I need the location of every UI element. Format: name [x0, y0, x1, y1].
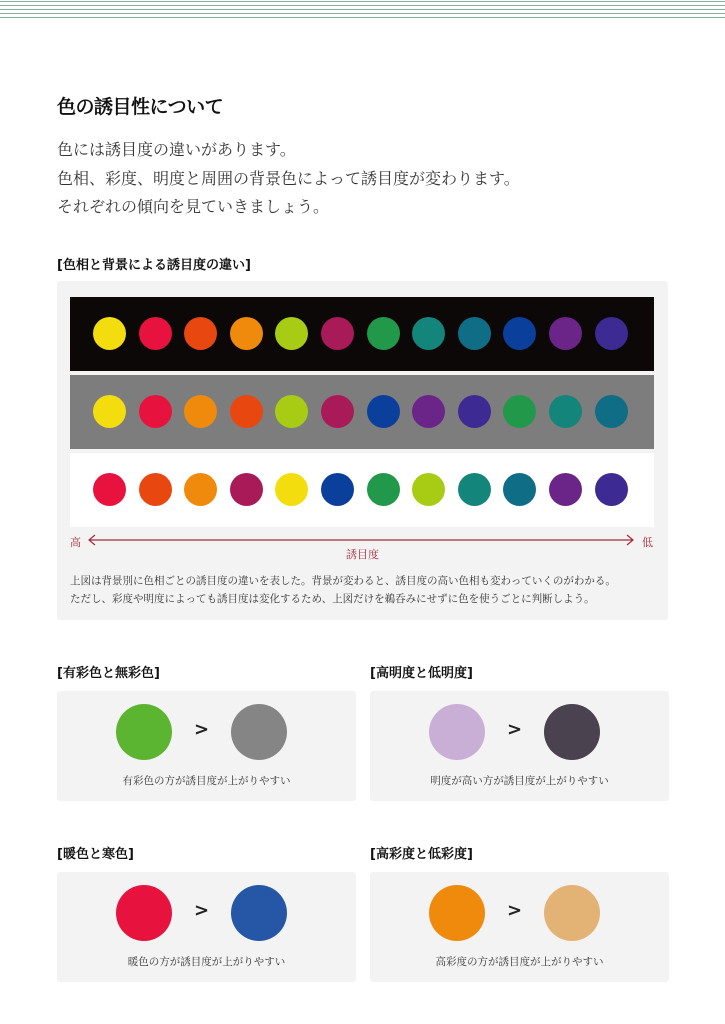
- axis-title: 誘目度: [346, 548, 379, 561]
- hue-dot: [139, 317, 172, 350]
- white-background-strip: [70, 453, 654, 527]
- hue-dot: [412, 395, 445, 428]
- hue-dot: [184, 473, 217, 506]
- card-caption: 暖色の方が誘目度が上がりやすい: [127, 956, 286, 968]
- hue-dot: [367, 395, 400, 428]
- hue-dot: [275, 317, 308, 350]
- hue-dot: [93, 473, 126, 506]
- hue-dot: [595, 317, 628, 350]
- achromatic-color-circle: [231, 704, 287, 760]
- intro-line: 色には誘目度の違いがあります。: [57, 140, 296, 159]
- warm-cool-section-label: [暖色と寒色]: [57, 847, 134, 862]
- hue-dot: [549, 473, 582, 506]
- axis-high-label: 高: [70, 536, 81, 549]
- hue-dot: [503, 317, 536, 350]
- hue-dot: [595, 395, 628, 428]
- hue-dot: [412, 473, 445, 506]
- hue-section-label: [色相と背景による誘目度の違い]: [57, 258, 251, 273]
- hue-dot: [139, 473, 172, 506]
- hue-dot: [412, 317, 445, 350]
- saturation-card: [370, 872, 669, 982]
- low-saturation-circle: [544, 885, 600, 941]
- hue-dot: [458, 395, 491, 428]
- low-lightness-circle: [544, 704, 600, 760]
- saturation-section-label: [高彩度と低彩度]: [370, 847, 473, 862]
- intro-text: [57, 136, 520, 222]
- hue-dot: [275, 395, 308, 428]
- lightness-section-label: [高明度と低明度]: [370, 666, 473, 681]
- gray-background-strip: [70, 375, 654, 449]
- hue-dot: [367, 317, 400, 350]
- high-saturation-circle: [429, 885, 485, 941]
- greater-than-symbol: >: [194, 719, 210, 740]
- warm-color-circle: [116, 885, 172, 941]
- hue-dot: [367, 473, 400, 506]
- intro-line: それぞれの傾向を見ていきましょう。: [57, 197, 330, 216]
- hue-dot: [549, 317, 582, 350]
- axis-low-label: 低: [642, 536, 653, 549]
- salience-arrow: [86, 533, 638, 547]
- hue-dot: [230, 317, 263, 350]
- hue-dot: [503, 395, 536, 428]
- greater-than-symbol: >: [507, 900, 523, 921]
- high-lightness-circle: [429, 704, 485, 760]
- card-caption: 有彩色の方が誘目度が上がりやすい: [122, 775, 291, 787]
- hue-dot: [93, 317, 126, 350]
- hue-dot: [230, 473, 263, 506]
- hue-dot: [458, 473, 491, 506]
- hue-dot: [321, 473, 354, 506]
- header-stripes: [0, 0, 725, 22]
- greater-than-symbol: >: [507, 719, 523, 740]
- hue-dot: [184, 317, 217, 350]
- caption-line: 上図は背景別に色相ごとの誘目度の違いを表した。背景が変わると、誘目度の高い色相も変わっていくのがわかる。: [70, 575, 616, 587]
- hue-dot: [503, 473, 536, 506]
- hue-caption: [70, 572, 616, 608]
- hue-dot: [595, 473, 628, 506]
- page-title: 色の誘目性について: [57, 96, 224, 118]
- hue-dot: [93, 395, 126, 428]
- warm-cool-card: [57, 872, 356, 982]
- lightness-card: [370, 691, 669, 801]
- hue-dot: [321, 395, 354, 428]
- hue-dot: [275, 473, 308, 506]
- greater-than-symbol: >: [194, 900, 210, 921]
- chromatic-section-label: [有彩色と無彩色]: [57, 666, 160, 681]
- chromatic-color-circle: [116, 704, 172, 760]
- intro-line: 色相、彩度、明度と周囲の背景色によって誘目度が変わります。: [57, 168, 520, 188]
- card-caption: 明度が高い方が誘目度が上がりやすい: [430, 775, 609, 787]
- hue-dot: [458, 317, 491, 350]
- hue-dot: [321, 317, 354, 350]
- hue-dot: [549, 395, 582, 428]
- caption-line: ただし、彩度や明度によっても誘目度は変化するため、上図だけを鵜呑みにせずに色を使うごとに判断しよう。: [70, 593, 595, 605]
- chromatic-card: [57, 691, 356, 801]
- black-background-strip: [70, 297, 654, 371]
- card-caption: 高彩度の方が誘目度が上がりやすい: [435, 956, 604, 968]
- hue-dot: [139, 395, 172, 428]
- hue-dot: [184, 395, 217, 428]
- cool-color-circle: [231, 885, 287, 941]
- hue-dot: [230, 395, 263, 428]
